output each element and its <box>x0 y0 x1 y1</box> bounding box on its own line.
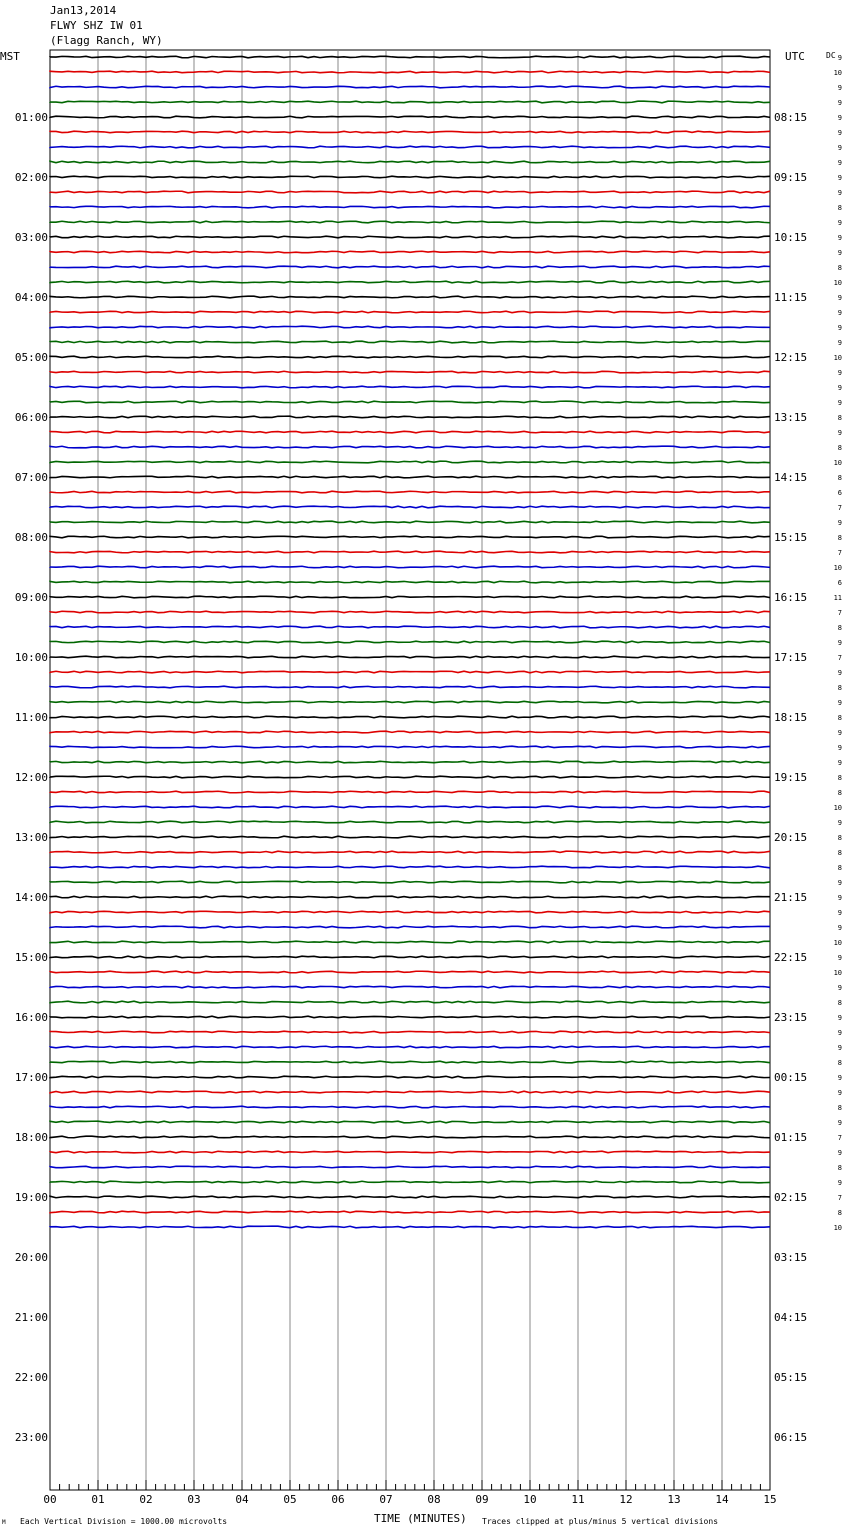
seismic-trace <box>50 506 770 508</box>
dc-offset-label: 9 <box>837 294 842 302</box>
seismic-trace <box>50 551 770 553</box>
dc-offset-label: 8 <box>837 834 842 842</box>
seismic-trace <box>50 761 770 763</box>
seismic-trace <box>50 776 770 778</box>
mst-hour-label: 06:00 <box>14 411 48 424</box>
seismic-trace <box>50 641 770 643</box>
utc-hour-label: 04:15 <box>774 1311 808 1324</box>
clip-note: Traces clipped at plus/minus 5 vertical divisions <box>482 1517 719 1526</box>
mst-hour-label: 02:00 <box>14 171 48 184</box>
seismic-trace <box>50 566 770 568</box>
dc-offset-label: 8 <box>837 714 842 722</box>
seismic-trace <box>50 341 770 343</box>
dc-offset-label: 7 <box>837 654 842 662</box>
seismic-trace <box>50 491 770 493</box>
dc-offset-label: 10 <box>833 1224 842 1232</box>
mst-hour-label: 17:00 <box>14 1071 48 1084</box>
dc-offset-label: 10 <box>833 279 842 287</box>
dc-offset-label: 10 <box>833 804 842 812</box>
dc-offset-label: 9 <box>837 1044 842 1052</box>
x-tick-label: 13 <box>667 1493 681 1506</box>
dc-offset-label: 10 <box>833 969 842 977</box>
seismic-trace <box>50 71 770 73</box>
dc-offset-label: 8 <box>837 999 842 1007</box>
utc-hour-label: 01:15 <box>774 1131 808 1144</box>
seismic-trace <box>50 701 770 703</box>
utc-hour-label: 18:15 <box>774 711 808 724</box>
utc-hour-label: 21:15 <box>774 891 808 904</box>
utc-hour-label: 11:15 <box>774 291 808 304</box>
dc-offset-label: 9 <box>837 429 842 437</box>
seismic-trace <box>50 161 770 163</box>
dc-offset-label: 9 <box>837 1089 842 1097</box>
seismic-trace <box>50 1076 770 1078</box>
dc-offset-label: 9 <box>837 984 842 992</box>
utc-hour-label: 16:15 <box>774 591 808 604</box>
dc-offset-label: 9 <box>837 894 842 902</box>
seismic-trace <box>50 971 770 973</box>
x-tick-label: 02 <box>139 1493 153 1506</box>
mst-hour-label: 13:00 <box>14 831 48 844</box>
seismic-trace <box>50 581 770 583</box>
mst-hour-label: 09:00 <box>14 591 48 604</box>
seismic-trace <box>50 1016 770 1018</box>
seismic-trace <box>50 986 770 988</box>
dc-offset-label: 7 <box>837 1194 842 1202</box>
utc-hour-label: 02:15 <box>774 1191 808 1204</box>
seismic-trace <box>50 1046 770 1048</box>
dc-offset-label: 7 <box>837 1134 842 1142</box>
x-axis-title: TIME (MINUTES) <box>374 1512 467 1525</box>
seismic-trace <box>50 56 770 58</box>
mst-hour-label: 12:00 <box>14 771 48 784</box>
mst-hour-label: 05:00 <box>14 351 48 364</box>
seismic-trace <box>50 206 770 208</box>
dc-offset-label: 9 <box>837 1179 842 1187</box>
x-tick-label: 10 <box>523 1493 537 1506</box>
dc-offset-label: 9 <box>837 114 842 122</box>
x-tick-label: 06 <box>331 1493 345 1506</box>
mst-hour-label: 14:00 <box>14 891 48 904</box>
dc-offset-label: 9 <box>837 234 842 242</box>
dc-offset-label: 10 <box>833 459 842 467</box>
seismic-trace <box>50 626 770 628</box>
seismic-trace <box>50 116 770 118</box>
dc-offset-label: 8 <box>837 1209 842 1217</box>
seismic-trace <box>50 1211 770 1213</box>
seismic-trace <box>50 101 770 103</box>
seismic-trace <box>50 911 770 913</box>
seismic-trace <box>50 86 770 88</box>
seismic-trace <box>50 296 770 298</box>
dc-offset-label: 9 <box>837 519 842 527</box>
dc-offset-label: 6 <box>837 489 842 497</box>
utc-hour-label: 09:15 <box>774 171 808 184</box>
seismic-trace <box>50 656 770 658</box>
utc-hour-label: 17:15 <box>774 651 808 664</box>
x-tick-label: 05 <box>283 1493 297 1506</box>
utc-hour-label: 15:15 <box>774 531 808 544</box>
dc-offset-label: 9 <box>837 384 842 392</box>
seismic-trace <box>50 851 770 853</box>
seismic-trace <box>50 731 770 733</box>
utc-hour-label: 03:15 <box>774 1251 808 1264</box>
seismic-trace <box>50 1136 770 1138</box>
scale-note: Each Vertical Division = 1000.00 microvolts <box>20 1517 228 1526</box>
x-tick-label: 11 <box>571 1493 585 1506</box>
seismic-trace <box>50 281 770 283</box>
seismic-trace <box>50 716 770 718</box>
dc-offset-label: 8 <box>837 534 842 542</box>
mst-hour-label: 07:00 <box>14 471 48 484</box>
dc-offset-label: 8 <box>837 1164 842 1172</box>
dc-offset-label: 9 <box>837 369 842 377</box>
dc-offset-label: 9 <box>837 129 842 137</box>
seismic-trace <box>50 791 770 793</box>
dc-offset-label: 9 <box>837 909 842 917</box>
dc-offset-label: 8 <box>837 789 842 797</box>
dc-offset-label: 6 <box>837 579 842 587</box>
dc-offset-label: 8 <box>837 624 842 632</box>
seismic-trace <box>50 1001 770 1003</box>
dc-offset-label: 10 <box>833 354 842 362</box>
dc-label: DC <box>826 51 836 60</box>
mst-hour-label: 22:00 <box>14 1371 48 1384</box>
dc-offset-label: 9 <box>837 324 842 332</box>
seismic-trace <box>50 1031 770 1033</box>
mst-hour-label: 19:00 <box>14 1191 48 1204</box>
dc-offset-label: 8 <box>837 774 842 782</box>
seismic-trace <box>50 401 770 403</box>
mst-axis-title: MST <box>0 50 20 63</box>
dc-offset-label: 9 <box>837 639 842 647</box>
date-title: Jan13,2014 <box>50 4 117 17</box>
seismic-trace <box>50 671 770 673</box>
utc-hour-label: 20:15 <box>774 831 808 844</box>
dc-offset-label: 10 <box>833 564 842 572</box>
seismic-trace <box>50 386 770 388</box>
mst-hour-label: 23:00 <box>14 1431 48 1444</box>
seismic-trace <box>50 131 770 133</box>
seismic-trace <box>50 956 770 958</box>
utc-hour-label: 12:15 <box>774 351 808 364</box>
seismic-trace <box>50 1196 770 1198</box>
seismic-trace <box>50 1091 770 1093</box>
dc-offset-label: 8 <box>837 849 842 857</box>
x-tick-label: 09 <box>475 1493 489 1506</box>
dc-offset-label: 9 <box>837 1014 842 1022</box>
dc-offset-label: 8 <box>837 474 842 482</box>
dc-offset-label: 9 <box>837 669 842 677</box>
seismic-trace <box>50 1106 770 1108</box>
dc-offset-label: 7 <box>837 609 842 617</box>
seismic-trace <box>50 821 770 823</box>
dc-offset-label: 9 <box>837 924 842 932</box>
dc-offset-label: 9 <box>837 1119 842 1127</box>
utc-hour-label: 00:15 <box>774 1071 808 1084</box>
seismic-trace <box>50 611 770 613</box>
mst-hour-label: 20:00 <box>14 1251 48 1264</box>
dc-offset-label: 9 <box>837 84 842 92</box>
utc-hour-label: 13:15 <box>774 411 808 424</box>
dc-offset-label: 9 <box>837 879 842 887</box>
dc-offset-label: 9 <box>837 309 842 317</box>
x-tick-label: 04 <box>235 1493 249 1506</box>
dc-offset-label: 9 <box>837 1074 842 1082</box>
dc-offset-label: 9 <box>837 219 842 227</box>
seismic-trace <box>50 191 770 193</box>
seismic-trace <box>50 446 770 448</box>
utc-hour-label: 08:15 <box>774 111 808 124</box>
x-tick-label: 07 <box>379 1493 393 1506</box>
seismic-trace <box>50 596 770 598</box>
dc-offset-label: 9 <box>837 1029 842 1037</box>
dc-offset-label: 9 <box>837 54 842 62</box>
dc-offset-label: 9 <box>837 1149 842 1157</box>
x-tick-label: 12 <box>619 1493 633 1506</box>
mst-hour-label: 08:00 <box>14 531 48 544</box>
seismic-trace <box>50 746 770 748</box>
utc-axis-title: UTC <box>785 50 805 63</box>
seismic-trace <box>50 896 770 898</box>
dc-offset-label: 10 <box>833 69 842 77</box>
utc-hour-label: 23:15 <box>774 1011 808 1024</box>
utc-hour-label: 14:15 <box>774 471 808 484</box>
dc-offset-label: 9 <box>837 744 842 752</box>
seismic-trace <box>50 251 770 253</box>
seismic-trace <box>50 1151 770 1153</box>
mst-hour-label: 16:00 <box>14 1011 48 1024</box>
dc-offset-label: 8 <box>837 684 842 692</box>
seismic-trace <box>50 1121 770 1123</box>
dc-offset-label: 10 <box>833 939 842 947</box>
dc-offset-label: 11 <box>833 594 842 602</box>
seismic-trace <box>50 806 770 808</box>
location-title: (Flagg Ranch, WY) <box>50 34 163 47</box>
dc-offset-label: 8 <box>837 444 842 452</box>
seismic-trace <box>50 866 770 868</box>
x-tick-label: 08 <box>427 1493 441 1506</box>
seismic-trace <box>50 836 770 838</box>
dc-offset-label: 9 <box>837 729 842 737</box>
dc-offset-label: 7 <box>837 549 842 557</box>
seismic-trace <box>50 221 770 223</box>
dc-offset-label: 8 <box>837 264 842 272</box>
mst-hour-label: 03:00 <box>14 231 48 244</box>
dc-offset-label: 9 <box>837 954 842 962</box>
mst-hour-label: 15:00 <box>14 951 48 964</box>
utc-hour-label: 10:15 <box>774 231 808 244</box>
mst-hour-label: 04:00 <box>14 291 48 304</box>
seismic-trace <box>50 356 770 358</box>
seismic-trace <box>50 1061 770 1063</box>
seismic-trace <box>50 881 770 883</box>
seismic-trace <box>50 1226 770 1228</box>
x-tick-label: 01 <box>91 1493 105 1506</box>
dc-offset-label: 8 <box>837 1104 842 1112</box>
seismic-trace <box>50 326 770 328</box>
dc-offset-label: 9 <box>837 339 842 347</box>
x-tick-label: 03 <box>187 1493 201 1506</box>
seismic-trace <box>50 416 770 418</box>
seismic-trace <box>50 1181 770 1183</box>
x-tick-label: 14 <box>715 1493 729 1506</box>
mst-hour-label: 21:00 <box>14 1311 48 1324</box>
x-tick-label: 00 <box>43 1493 57 1506</box>
seismic-trace <box>50 146 770 148</box>
dc-offset-label: 8 <box>837 1059 842 1067</box>
seismic-trace <box>50 476 770 478</box>
mst-hour-label: 18:00 <box>14 1131 48 1144</box>
seismic-trace <box>50 536 770 538</box>
dc-offset-label: 9 <box>837 819 842 827</box>
seismic-trace <box>50 266 770 268</box>
dc-offset-label: 9 <box>837 174 842 182</box>
dc-offset-label: 9 <box>837 99 842 107</box>
x-tick-label: 15 <box>763 1493 777 1506</box>
seismic-trace <box>50 461 770 463</box>
seismic-trace <box>50 176 770 178</box>
dc-offset-label: 8 <box>837 204 842 212</box>
seismic-trace <box>50 311 770 313</box>
dc-offset-label: 7 <box>837 504 842 512</box>
seismic-trace <box>50 371 770 373</box>
mst-hour-label: 11:00 <box>14 711 48 724</box>
dc-offset-label: 9 <box>837 249 842 257</box>
seismic-trace <box>50 926 770 928</box>
seismic-trace <box>50 431 770 433</box>
dc-offset-label: 9 <box>837 759 842 767</box>
mst-hour-label: 10:00 <box>14 651 48 664</box>
corner-mark: M <box>2 1519 6 1526</box>
dc-offset-label: 9 <box>837 699 842 707</box>
mst-hour-label: 01:00 <box>14 111 48 124</box>
seismic-trace <box>50 1166 770 1168</box>
dc-offset-label: 8 <box>837 414 842 422</box>
dc-offset-label: 9 <box>837 159 842 167</box>
seismic-trace <box>50 521 770 523</box>
station-title: FLWY SHZ IW 01 <box>50 19 143 32</box>
utc-hour-label: 05:15 <box>774 1371 808 1384</box>
dc-offset-label: 9 <box>837 189 842 197</box>
utc-hour-label: 06:15 <box>774 1431 808 1444</box>
seismic-trace <box>50 236 770 238</box>
utc-hour-label: 19:15 <box>774 771 808 784</box>
dc-offset-label: 9 <box>837 399 842 407</box>
dc-offset-label: 8 <box>837 864 842 872</box>
seismic-trace <box>50 686 770 688</box>
seismic-trace <box>50 941 770 943</box>
dc-offset-label: 9 <box>837 144 842 152</box>
utc-hour-label: 22:15 <box>774 951 808 964</box>
